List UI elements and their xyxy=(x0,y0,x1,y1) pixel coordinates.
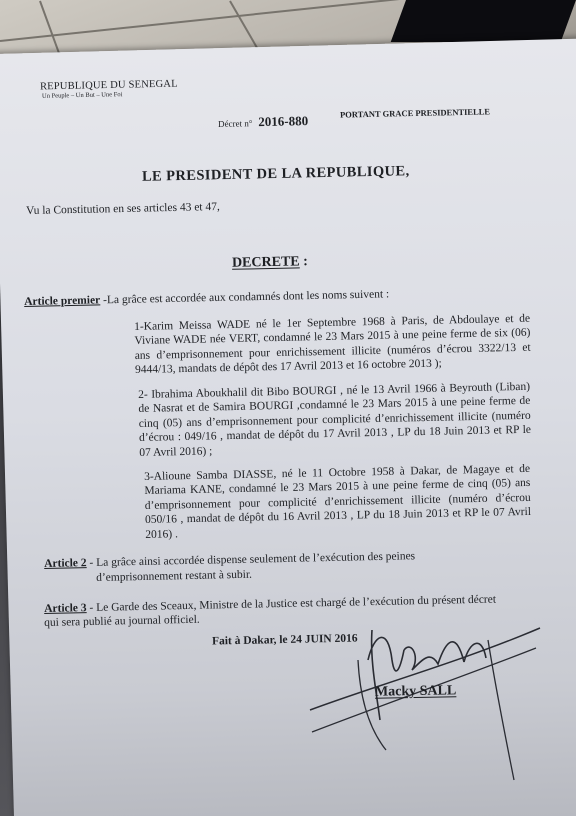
article-1-text: -La grâce est accordée aux condamnés dont les noms suivent : xyxy=(100,288,390,307)
decrete-colon: : xyxy=(299,254,308,270)
article-1-item-2: 2- Ibrahima Aboukhalil dit Bibo BOURGI , né le 13 Avril 1966 à Beyrouth (Liban) de Nasrat et de Samira BOURGI ,condamné le 23 Mars 2015 à une peine ferme de cinq (05) ans d’emprisonnement pour complicité d’enrichissement illicite (numéro d’écrou : 049/16 , mandat de dépôt du 17 Avril 2013 , LP du 18 Juin 2013 et RP le 07 Avril 2016) ; xyxy=(138,380,532,459)
article-1-label: Article premier xyxy=(24,294,101,308)
decrete-heading xyxy=(232,254,308,272)
signatory-name xyxy=(375,683,457,700)
article-1-intro xyxy=(24,287,389,309)
article-2-line-2: d’emprisonnement restant à subir. xyxy=(96,568,253,584)
decree-label: Décret n° xyxy=(217,118,253,129)
decree-number-line xyxy=(218,113,309,131)
place-date: Fait à Dakar, le 24 JUIN 2016 xyxy=(211,632,358,648)
visa-line: Vu la Constitution en ses articles 43 et 47, xyxy=(25,200,220,218)
article-1-item-1: 1-Karim Meissa WADE né le 1er Septembre 1968 à Paris, de Abdoulaye et de Viviane WADE née VERT, condamné le 23 Mars 2015 à une peine ferme de six (06) ans d’emprisonnement pour enrichissement illicite (numéros d’écrou 3322/13 et 9444/13, mandats de dépôt des 17 Avril 2013 et 16 octobre 2013 ); xyxy=(134,312,531,377)
article-1-item-3: 3-Alioune Samba DIASSE, né le 11 Octobre 1958 à Dakar, de Magaye et de Mariama KANE, condamné le 23 Mars 2015 à une peine ferme de cinq (05) ans d’emprisonnement pour complicité d’enrichissement illicite (numéro d’écrou 050/16 , mandat de dépôt du 16 Avril 2013 , LP du 18 Juin 2013 et RP le 07 Avril 2016) . xyxy=(144,462,532,541)
article-3-line-2: qui sera publié au journal officiel. xyxy=(44,613,200,629)
authority-heading: LE PRESIDENT DE LA REPUBLIQUE, xyxy=(141,163,410,185)
decree-number: 2016-880 xyxy=(258,113,309,130)
decree-subject: PORTANT GRACE PRESIDENTIELLE xyxy=(339,106,491,120)
article-3-label: Article 3 xyxy=(44,602,87,615)
decrete-word: DECRETE xyxy=(231,254,300,271)
article-3-text: - Le Garde des Sceaux, Ministre de la Justice est chargé de l’exécution du présent décret xyxy=(86,593,497,615)
republic-name: REPUBLIQUE DU SENEGAL xyxy=(39,78,178,93)
republic-motto: Un Peuple – Un But – Une Foi xyxy=(41,91,123,100)
signatory-text: Macky SALL xyxy=(374,683,457,700)
article-2-label: Article 2 xyxy=(44,557,87,570)
article-2-text: - La grâce ainsi accordée dispense seulement de l’exécution des peines xyxy=(86,550,416,570)
